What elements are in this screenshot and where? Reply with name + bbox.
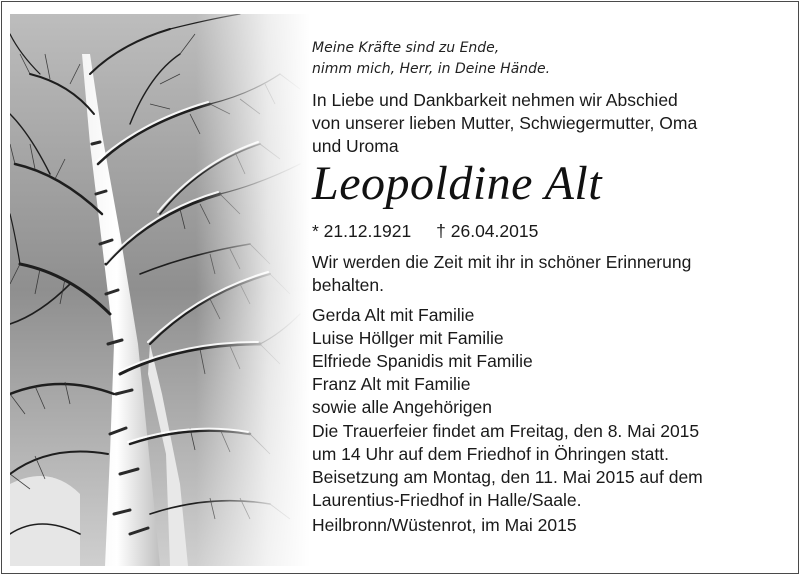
motto-line: nimm mich, Herr, in Deine Hände.: [312, 61, 551, 77]
mourner-entry: Elfriede Spanidis mit Familie: [312, 351, 533, 371]
ceremony-paragraph: [312, 420, 703, 512]
birch-tree-photo: [10, 14, 310, 566]
ceremony-line: Beisetzung am Montag, den 11. Mai 2015 auf dem: [312, 467, 703, 487]
memory-paragraph: [312, 251, 691, 297]
closing-line: [312, 514, 577, 537]
intro-line: und Uroma: [312, 136, 399, 156]
intro-line: von unserer lieben Mutter, Schwiegermutter, Oma: [312, 113, 698, 133]
death-date: † 26.04.2015: [436, 221, 539, 241]
ceremony-line: Laurentius-Friedhof in Halle/Saale.: [312, 490, 582, 510]
motto-verse: [312, 38, 550, 80]
photo-fade-overlay: [10, 14, 310, 566]
memory-line: Wir werden die Zeit mit ihr in schöner Erinnerung: [312, 252, 692, 272]
ceremony-line: um 14 Uhr auf dem Friedhof in Öhringen statt.: [312, 444, 669, 464]
mourners-list: [312, 304, 533, 419]
mourner-entry: Franz Alt mit Familie: [312, 374, 471, 394]
mourner-entry: sowie alle Angehörigen: [312, 397, 492, 417]
obituary-card: [1, 1, 799, 574]
mourner-entry: Luise Höllger mit Familie: [312, 328, 504, 348]
birth-date: * 21.12.1921: [312, 221, 412, 241]
memory-line: behalten.: [312, 275, 385, 295]
intro-paragraph: [312, 89, 697, 158]
intro-line: In Liebe und Dankbarkeit nehmen wir Abschied: [312, 90, 678, 110]
place-and-date: Heilbronn/Wüstenrot, im Mai 2015: [312, 515, 577, 535]
life-dates: [312, 220, 538, 243]
deceased-name: Leopoldine Alt: [312, 157, 603, 210]
motto-line: Meine Kräfte sind zu Ende,: [312, 40, 500, 56]
mourner-entry: Gerda Alt mit Familie: [312, 305, 475, 325]
ceremony-line: Die Trauerfeier findet am Freitag, den 8. Mai 2015: [312, 421, 700, 441]
